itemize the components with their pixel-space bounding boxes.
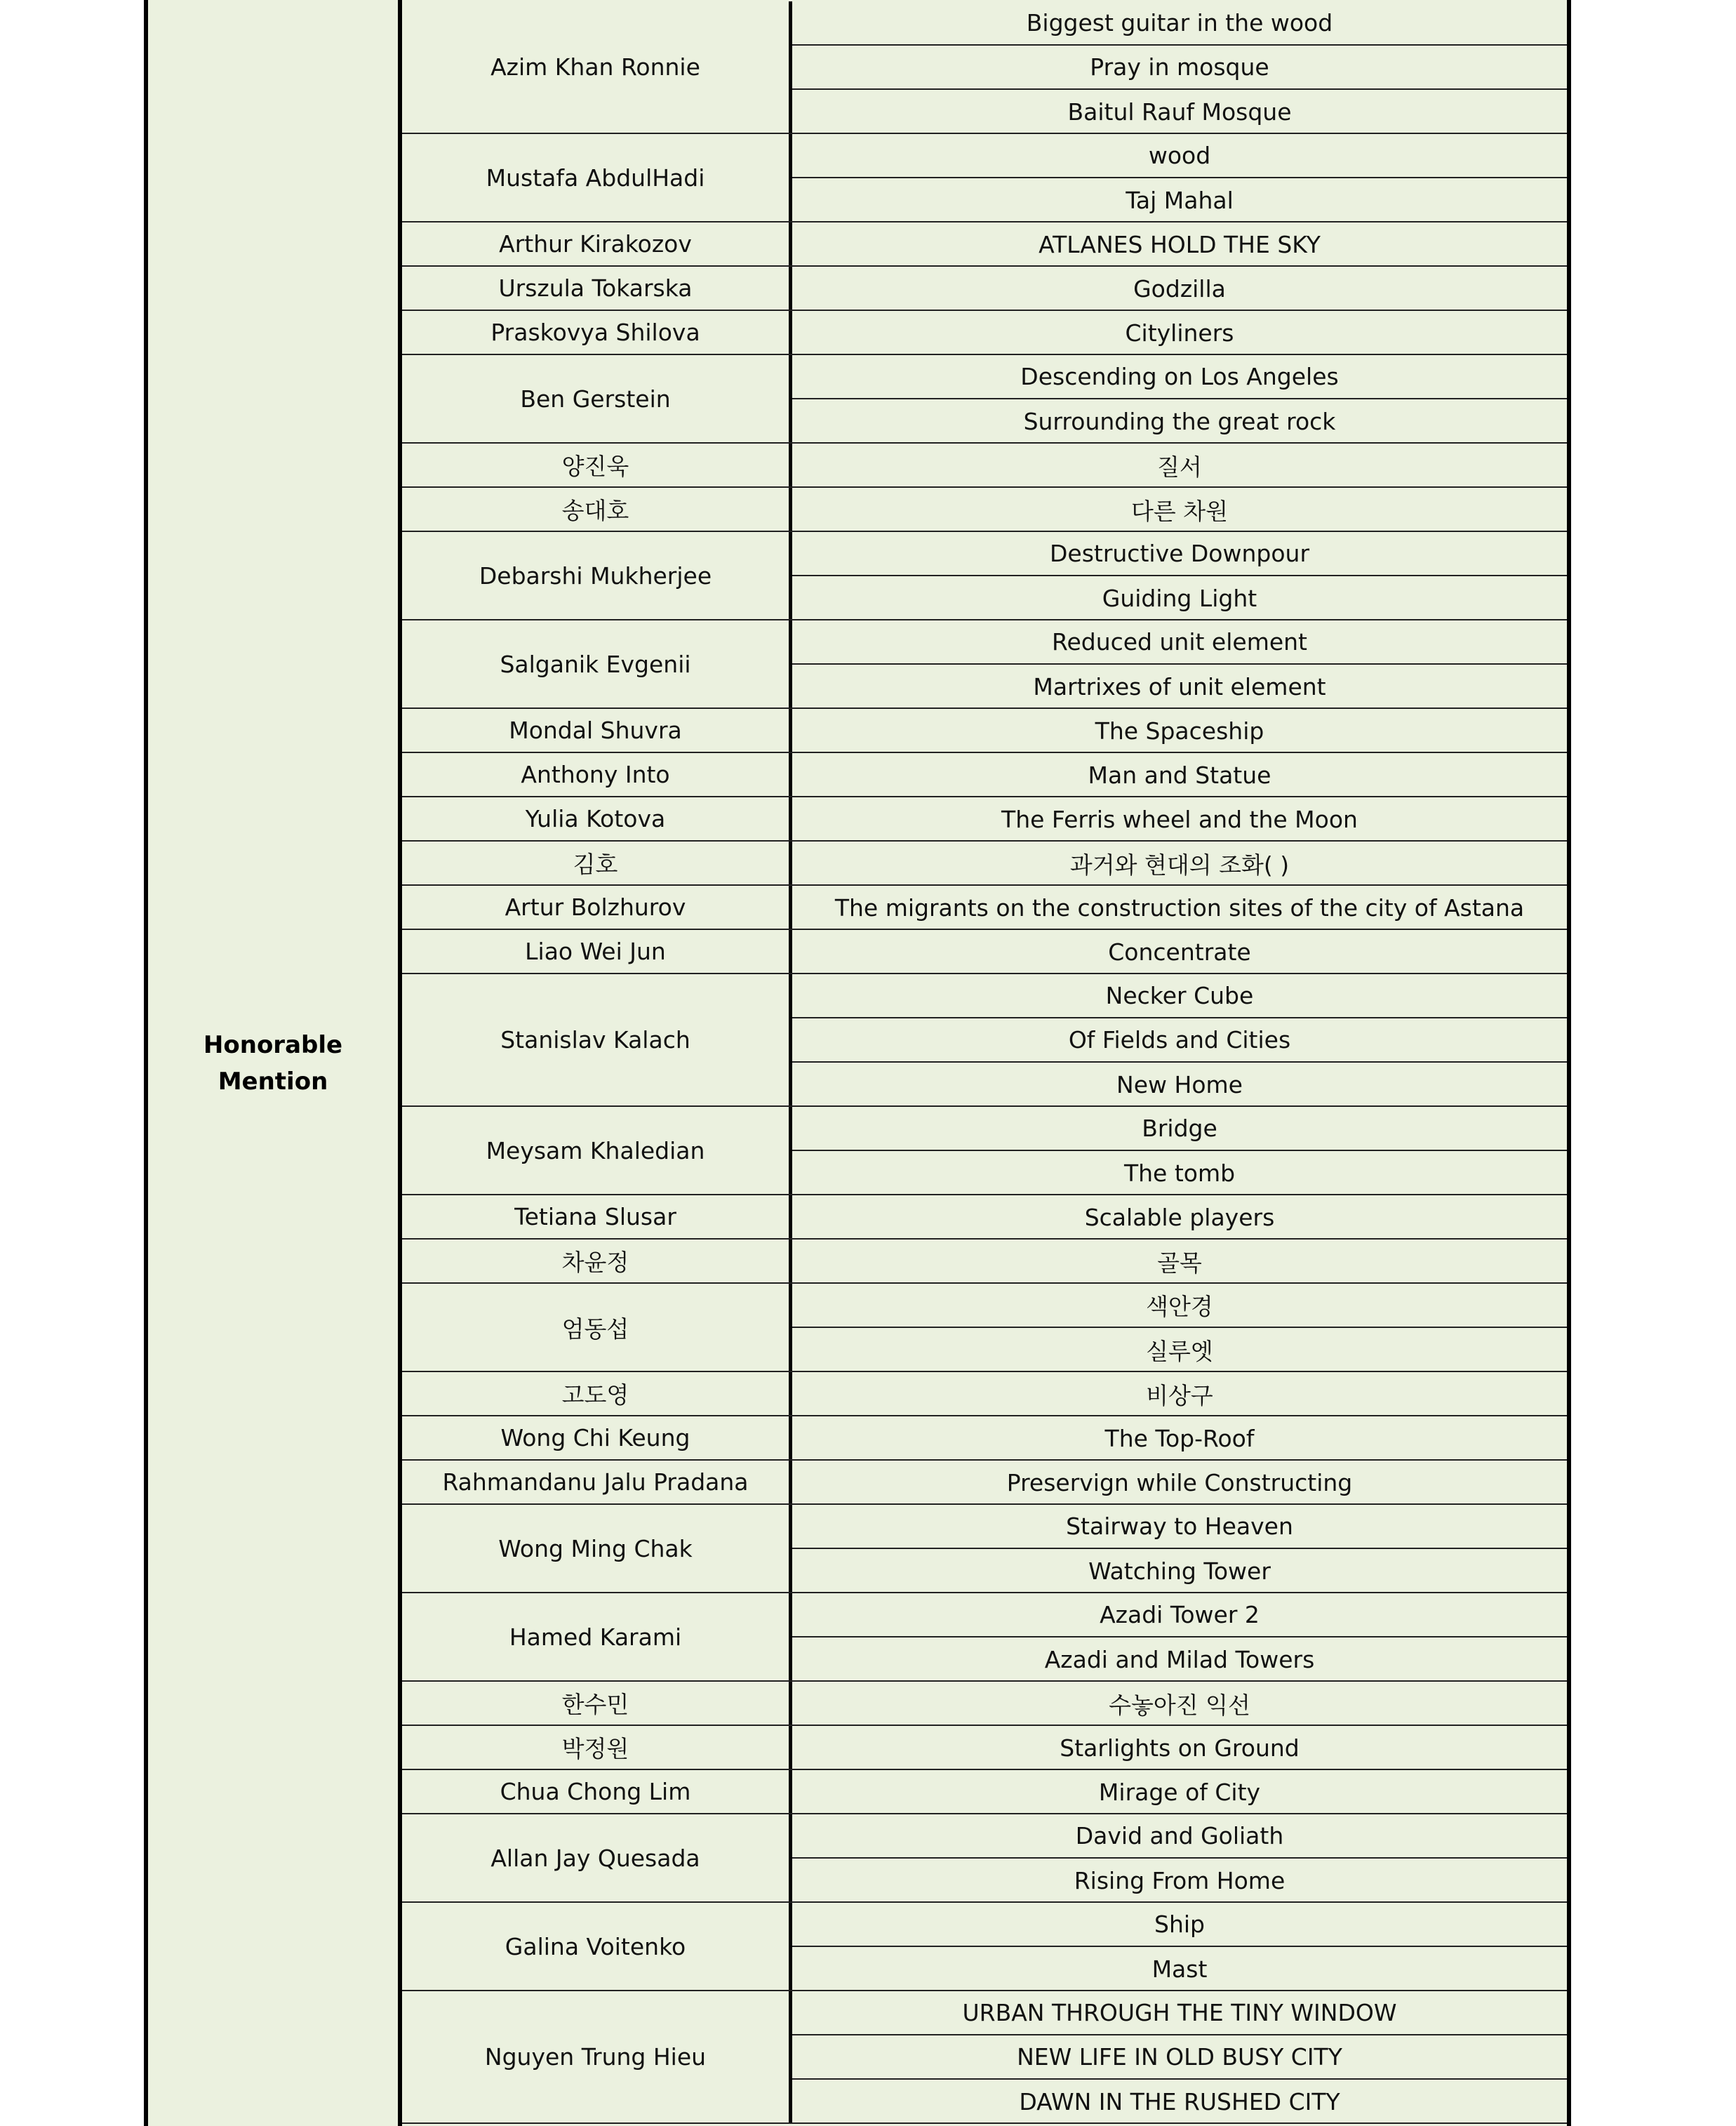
works-list <box>792 1770 1567 1813</box>
works-list <box>792 620 1567 707</box>
artist-name: Praskovya Shilova <box>402 311 792 354</box>
artist-name: Wong Ming Chak <box>402 1505 792 1592</box>
entry-row <box>402 1814 1567 1903</box>
artist-name: Liao Wei Jun <box>402 930 792 973</box>
artist-name: Artur Bolzhurov <box>402 886 792 929</box>
works-list <box>792 797 1567 840</box>
artist-name: Salganik Evgenii <box>402 620 792 707</box>
entry-row <box>402 1195 1567 1240</box>
work-title: The migrants on the construction sites of the city of Astana <box>834 894 1525 922</box>
entry-row <box>402 311 1567 355</box>
work-title: 수놓아진 익선 <box>1109 1692 1250 1719</box>
work-title: Azadi Tower 2 <box>792 1593 1567 1637</box>
entry-row <box>402 1903 1567 1991</box>
works-list <box>792 974 1567 1105</box>
work-title: ATLANES HOLD THE SKY <box>1039 231 1321 258</box>
awards-table <box>144 0 1571 2126</box>
artist-name: 송대호 <box>402 488 792 531</box>
entry-row <box>402 886 1567 930</box>
artist-name: 엄동섭 <box>402 1284 792 1371</box>
works-list <box>792 842 1567 884</box>
work-title: David and Goliath <box>792 1814 1567 1859</box>
entry-row <box>402 1416 1567 1461</box>
artist-name: 고도영 <box>402 1372 792 1415</box>
work-title: URBAN THROUGH THE TINY WINDOW <box>792 1991 1567 2035</box>
entry-row <box>402 753 1567 797</box>
work-title: Martrixes of unit element <box>1033 673 1326 700</box>
work-title: Mast <box>1151 1955 1208 1983</box>
entry-row <box>402 1593 1567 1682</box>
work-title: Godzilla <box>1133 275 1226 303</box>
work-title: The tomb <box>1123 1160 1236 1187</box>
works-list <box>792 1461 1567 1503</box>
works-list <box>792 444 1567 486</box>
entry-row <box>402 930 1567 974</box>
work-title: The Ferris wheel and the Moon <box>1001 806 1358 833</box>
artist-name: Nguyen Trung Hieu <box>402 1991 792 2122</box>
work-title: Reduced unit element <box>792 620 1567 665</box>
work-title: 골목 <box>1157 1249 1202 1277</box>
entry-row <box>402 974 1567 1107</box>
works-list <box>792 1991 1567 2122</box>
artist-name: Galina Voitenko <box>402 1903 792 1990</box>
work-title: Azadi and Milad Towers <box>1044 1646 1315 1673</box>
works-list <box>792 1593 1567 1680</box>
work-title: DAWN IN THE RUSHED CITY <box>1019 2088 1340 2115</box>
entry-row <box>402 620 1567 709</box>
works-list <box>792 488 1567 531</box>
work-title: Scalable players <box>1084 1204 1275 1231</box>
entry-row <box>402 1372 1567 1416</box>
work-title: Ship <box>792 1903 1567 1947</box>
artist-name: 김호 <box>402 842 792 884</box>
work-title: Starlights on Ground <box>1060 1734 1300 1762</box>
entry-row <box>402 709 1567 753</box>
work-title: Watching Tower <box>1088 1557 1271 1585</box>
artist-name: 차윤정 <box>402 1240 792 1282</box>
artist-name: Azim Khan Ronnie <box>402 1 792 133</box>
work-title: Cityliners <box>1125 319 1234 347</box>
work-title: Man and Statue <box>1088 762 1271 789</box>
entries-list <box>402 0 1567 2126</box>
entry-row <box>402 267 1567 311</box>
works-list <box>792 1726 1567 1769</box>
work-title: 색안경 <box>792 1284 1567 1328</box>
work-title: wood <box>792 134 1567 178</box>
artist-name: Mondal Shuvra <box>402 709 792 752</box>
entry-row <box>402 1726 1567 1770</box>
artist-name: Meysam Khaledian <box>402 1107 792 1194</box>
entry-row <box>402 532 1567 620</box>
work-title: Rising From Home <box>1074 1867 1286 1894</box>
work-title: Biggest guitar in the wood <box>792 1 1567 46</box>
works-list <box>792 1107 1567 1194</box>
entry-row <box>402 1284 1567 1372</box>
entry-row <box>402 842 1567 886</box>
work-title: New Home <box>1116 1071 1243 1098</box>
work-title: Preservign while Constructing <box>1006 1469 1353 1496</box>
entry-row <box>402 1107 1567 1195</box>
entry-row <box>402 1682 1567 1726</box>
artist-name: Wong Chi Keung <box>402 1416 792 1459</box>
entry-row <box>402 488 1567 532</box>
entry-row <box>402 1991 1567 2124</box>
entry-row <box>402 355 1567 444</box>
works-list <box>792 355 1567 442</box>
works-list <box>792 1284 1567 1371</box>
artist-name: Stanislav Kalach <box>402 974 792 1105</box>
works-list <box>792 930 1567 973</box>
artist-name: Chua Chong Lim <box>402 1770 792 1813</box>
work-title: 비상구 <box>1146 1382 1213 1409</box>
entry-row <box>402 1770 1567 1814</box>
entry-row <box>402 222 1567 267</box>
works-list <box>792 222 1567 265</box>
artist-name: 양진욱 <box>402 444 792 486</box>
works-list <box>792 1814 1567 1901</box>
work-title: Of Fields and Cities <box>792 1018 1567 1063</box>
work-title: 실루엣 <box>1146 1338 1213 1365</box>
artist-name: 박정원 <box>402 1726 792 1769</box>
artist-name: Tetiana Slusar <box>402 1195 792 1238</box>
artist-name: Debarshi Mukherjee <box>402 532 792 619</box>
work-title: The Top-Roof <box>1104 1425 1255 1452</box>
work-title: Surrounding the great rock <box>1023 408 1336 435</box>
work-title: 다른 차원 <box>1130 498 1228 525</box>
artist-name: Arthur Kirakozov <box>402 222 792 265</box>
entry-row <box>402 1461 1567 1505</box>
works-list <box>792 1903 1567 1990</box>
work-title: NEW LIFE IN OLD BUSY CITY <box>792 2035 1567 2080</box>
works-list <box>792 709 1567 752</box>
artist-name: Anthony Into <box>402 753 792 796</box>
works-list <box>792 1505 1567 1592</box>
category-cell <box>148 0 402 2126</box>
work-title: The Spaceship <box>1095 717 1264 745</box>
category-label: Honorable Mention <box>203 1030 343 1096</box>
works-list <box>792 532 1567 619</box>
entry-row <box>402 797 1567 842</box>
entry-row <box>402 444 1567 488</box>
work-title: Guiding Light <box>1102 585 1257 612</box>
artist-name: Urszula Tokarska <box>402 267 792 310</box>
works-list <box>792 1 1567 133</box>
works-list <box>792 134 1567 221</box>
work-title: Descending on Los Angeles <box>792 355 1567 399</box>
artist-name: Rahmandanu Jalu Pradana <box>402 1461 792 1503</box>
artist-name: Mustafa AbdulHadi <box>402 134 792 221</box>
work-title: Pray in mosque <box>792 46 1567 90</box>
works-list <box>792 1682 1567 1725</box>
work-title: Baitul Rauf Mosque <box>1067 98 1292 126</box>
entry-row <box>402 1 1567 134</box>
entry-row <box>402 134 1567 222</box>
entry-row <box>402 1505 1567 1593</box>
works-list <box>792 1372 1567 1415</box>
works-list <box>792 267 1567 310</box>
work-title: Concentrate <box>1108 938 1251 966</box>
works-list <box>792 753 1567 796</box>
work-title: Destructive Downpour <box>792 532 1567 576</box>
work-title: Mirage of City <box>1098 1779 1261 1806</box>
works-list <box>792 886 1567 929</box>
works-list <box>792 311 1567 354</box>
artist-name: Yulia Kotova <box>402 797 792 840</box>
work-title: Taj Mahal <box>1126 187 1234 214</box>
works-list <box>792 1240 1567 1282</box>
work-title: 과거와 현대의 조화( ) <box>1069 851 1290 879</box>
artist-name: Allan Jay Quesada <box>402 1814 792 1901</box>
work-title: Necker Cube <box>792 974 1567 1018</box>
works-list <box>792 1416 1567 1459</box>
artist-name: 한수민 <box>402 1682 792 1725</box>
work-title: Bridge <box>792 1107 1567 1151</box>
work-title: 질서 <box>1157 453 1202 481</box>
artist-name: Ben Gerstein <box>402 355 792 442</box>
entry-row <box>402 1240 1567 1284</box>
work-title: Stairway to Heaven <box>792 1505 1567 1549</box>
works-list <box>792 1195 1567 1238</box>
artist-name: Hamed Karami <box>402 1593 792 1680</box>
